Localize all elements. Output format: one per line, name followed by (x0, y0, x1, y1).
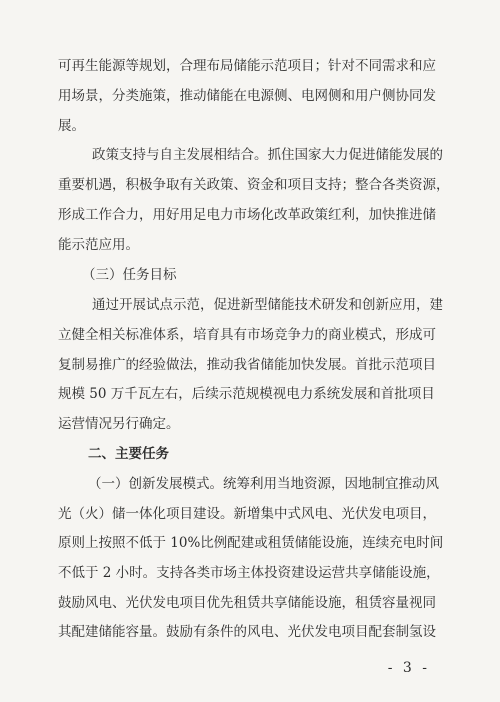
text: 不低于 2 小时。支持各类市场主体投资建设运营共享储能设施， (58, 565, 440, 581)
text: 政策支持与自主发展相结合。抓住国家大力促进储能发展的 (92, 147, 443, 163)
text: 原则上按照不低于 10%比例配建或租赁储能设施，连续充电时间 (58, 535, 444, 551)
text: 立健全相关标准体系，培育具有市场竞争力的商业模式，形成可 (58, 327, 436, 343)
page-number: - 3 - (387, 660, 430, 676)
text: 其配建储能容量。鼓励有条件的风电、光伏发电项目配套制氢设 (58, 624, 436, 640)
text: 能示范应用。 (58, 237, 139, 253)
text: 运营情况另行确定。 (58, 416, 180, 432)
text: 规模 50 万千瓦左右，后续示范规模视电力系统发展和首批项目 (58, 386, 435, 402)
text: 用场景，分类施策，推动储能在电源侧、电网侧和用户侧协同发 (58, 88, 436, 104)
heading-text: （三）任务目标 (82, 267, 177, 283)
heading-text: 二、主要任务 (88, 446, 169, 462)
text: 鼓励风电、光伏发电项目优先租赁共享储能设施，租赁容量视同 (58, 595, 436, 611)
text: 复制易推广的经验做法，推动我省储能加快发展。首批示范项目 (58, 357, 436, 373)
text: （一）创新发展模式。统筹利用当地资源，因地制宜推动风 (88, 476, 439, 492)
text: 展。 (58, 118, 85, 134)
text: 重要机遇，积极争取有关政策、资金和项目支持；整合各类资源， (58, 177, 450, 193)
text: 形成工作合力，用好用足电力市场化改革政策红利，加快推进储 (58, 207, 436, 223)
text: 通过开展试点示范，促进新型储能技术研发和创新应用，建 (92, 297, 443, 313)
text: 可再生能源等规划，合理布局储能示范项目；针对不同需求和应 (58, 58, 436, 74)
text: 光（火）储一体化项目建设。新增集中式风电、光伏发电项目， (58, 506, 436, 522)
